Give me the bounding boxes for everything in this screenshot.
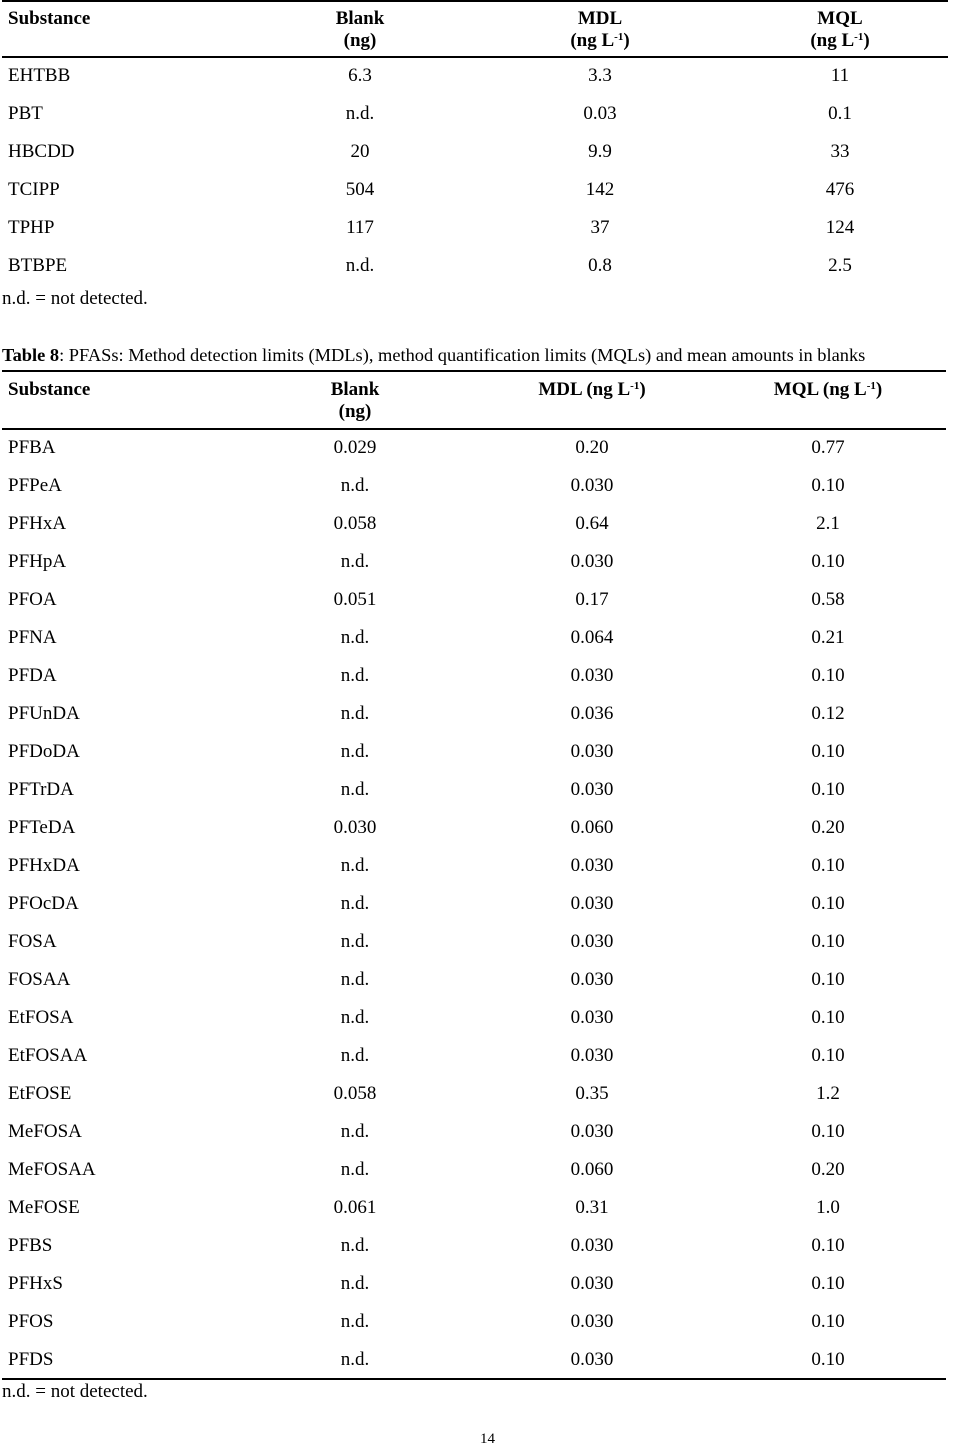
table7-header-blank: Blank (ng) [335, 8, 385, 51]
table-row [0, 505, 960, 543]
table-row [0, 923, 960, 961]
cell-blank: n.d. [340, 893, 370, 914]
cell-blank: n.d. [340, 1273, 370, 1294]
cell-substance: HBCDD [8, 141, 75, 162]
table-row [0, 1113, 960, 1151]
cell-blank: 20 [350, 141, 370, 162]
cell-mql: 1.0 [816, 1197, 840, 1218]
cell-mdl: 0.064 [570, 627, 614, 648]
table7-header-mdl: MDL (ng $L^{-1}$) [570, 8, 630, 51]
cell-blank: n.d. [345, 255, 375, 276]
cell-mdl: 0.030 [570, 779, 614, 800]
cell-substance: PFHxS [8, 1273, 63, 1294]
table-row [0, 657, 960, 695]
cell-substance: EtFOSE [8, 1083, 72, 1104]
cell-substance: PFOcDA [8, 893, 79, 914]
cell-mql: 476 [825, 179, 855, 200]
cell-mql: 33 [830, 141, 850, 162]
cell-mdl: 0.030 [570, 1349, 614, 1370]
table8-top-rule [2, 370, 946, 372]
cell-substance: MeFOSAA [8, 1159, 96, 1180]
cell-substance: PFTrDA [8, 779, 74, 800]
cell-substance: MeFOSA [8, 1121, 82, 1142]
table-row [0, 171, 960, 209]
cell-substance: EHTBB [8, 65, 71, 86]
cell-mql: 0.10 [811, 931, 845, 952]
cell-substance: PFNA [8, 627, 57, 648]
table7-header-mql: MQL (ng $L^{-1}$) [810, 8, 870, 51]
cell-mql: 0.10 [811, 855, 845, 876]
cell-mql: 0.10 [811, 1007, 845, 1028]
cell-mdl: 0.030 [570, 1235, 614, 1256]
cell-mql: 0.10 [811, 1273, 845, 1294]
cell-mql: 0.58 [811, 589, 845, 610]
cell-blank: n.d. [345, 103, 375, 124]
cell-mql: 0.10 [811, 1349, 845, 1370]
cell-blank: n.d. [340, 1121, 370, 1142]
cell-mql: 0.10 [811, 1121, 845, 1142]
cell-mdl: 0.030 [570, 855, 614, 876]
cell-mql: 0.10 [811, 1235, 845, 1256]
cell-mql: 0.10 [811, 551, 845, 572]
cell-blank: 0.029 [333, 437, 377, 458]
cell-blank: n.d. [340, 703, 370, 724]
cell-substance: PFBA [8, 437, 56, 458]
cell-substance: PFHxDA [8, 855, 80, 876]
table-row [0, 961, 960, 999]
cell-blank: 117 [346, 217, 374, 238]
cell-blank: n.d. [340, 1045, 370, 1066]
cell-blank: 6.3 [348, 65, 372, 86]
cell-substance: FOSAA [8, 969, 71, 990]
cell-mdl: 0.030 [570, 1121, 614, 1142]
table8-caption: Table 8: PFASs: Method detection limits (MDLs), method quantification limits (MQLs) and mean amounts in blanks [2, 345, 866, 365]
cell-blank: 0.051 [333, 589, 377, 610]
cell-mdl: 0.030 [570, 741, 614, 762]
table8-header-blank: Blank (ng) [330, 379, 380, 422]
cell-mdl: 0.35 [575, 1083, 609, 1104]
cell-substance: FOSA [8, 931, 57, 952]
cell-mql: 0.10 [811, 741, 845, 762]
cell-mdl: 0.03 [583, 103, 617, 124]
cell-blank: n.d. [340, 855, 370, 876]
table-row [0, 1227, 960, 1265]
cell-mdl: 0.17 [575, 589, 609, 610]
cell-mdl: 37 [590, 217, 610, 238]
cell-mql: 0.10 [811, 779, 845, 800]
cell-blank: n.d. [340, 779, 370, 800]
table-row [0, 809, 960, 847]
cell-blank: n.d. [340, 1311, 370, 1332]
cell-mdl: 0.030 [570, 551, 614, 572]
cell-substance: TPHP [8, 217, 55, 238]
cell-mql: 0.21 [811, 627, 845, 648]
cell-mdl: 0.060 [570, 1159, 614, 1180]
table-row [0, 543, 960, 581]
cell-mql: 0.10 [811, 893, 845, 914]
cell-substance: PFOA [8, 589, 57, 610]
table-row [0, 1265, 960, 1303]
cell-mql: 0.10 [811, 475, 845, 496]
cell-mdl: 0.036 [570, 703, 614, 724]
cell-mdl: 0.030 [570, 969, 614, 990]
cell-blank: n.d. [340, 1159, 370, 1180]
cell-mql: 0.10 [811, 969, 845, 990]
table-row [0, 619, 960, 657]
cell-mql: 124 [825, 217, 855, 238]
table-row [0, 581, 960, 619]
table8-header-substance: Substance [8, 379, 91, 400]
cell-mql: 0.10 [811, 1311, 845, 1332]
cell-blank: 0.030 [333, 817, 377, 838]
cell-blank: n.d. [340, 551, 370, 572]
table-row [0, 1151, 960, 1189]
cell-mql: 0.10 [811, 1045, 845, 1066]
cell-mdl: 0.20 [575, 437, 609, 458]
cell-mdl: 0.64 [575, 513, 609, 534]
cell-blank: n.d. [340, 1349, 370, 1370]
table7-footnote: n.d. = not detected. [2, 288, 148, 309]
cell-mql: 2.5 [828, 255, 852, 276]
cell-mdl: 0.030 [570, 1311, 614, 1332]
table-row [0, 1303, 960, 1341]
cell-mql: 2.1 [816, 513, 840, 534]
table-row [0, 1037, 960, 1075]
cell-mdl: 0.030 [570, 1273, 614, 1294]
cell-substance: TCIPP [8, 179, 60, 200]
cell-substance: PFBS [8, 1235, 53, 1256]
table-row [0, 1189, 960, 1227]
cell-mdl: 0.030 [570, 931, 614, 952]
table-row [0, 57, 960, 95]
cell-substance: EtFOSA [8, 1007, 74, 1028]
cell-substance: PFDS [8, 1349, 54, 1370]
cell-blank: n.d. [340, 741, 370, 762]
cell-blank: n.d. [340, 627, 370, 648]
table-row [0, 95, 960, 133]
table7-header-substance: Substance [8, 8, 91, 29]
cell-mql: 0.12 [811, 703, 845, 724]
cell-substance: PFHxA [8, 513, 67, 534]
cell-mdl: 0.030 [570, 1007, 614, 1028]
table-row [0, 847, 960, 885]
table-row [0, 467, 960, 505]
cell-mql: 0.10 [811, 665, 845, 686]
cell-blank: n.d. [340, 1007, 370, 1028]
cell-mdl: 9.9 [588, 141, 612, 162]
table7-top-rule [2, 0, 948, 2]
cell-mdl: 142 [585, 179, 615, 200]
cell-substance: PFTeDA [8, 817, 76, 838]
cell-substance: PFDoDA [8, 741, 80, 762]
cell-blank: n.d. [340, 931, 370, 952]
table8-footnote: n.d. = not detected. [2, 1381, 148, 1402]
cell-blank: 0.061 [333, 1197, 377, 1218]
cell-mql: 1.2 [816, 1083, 840, 1104]
cell-substance: PFDA [8, 665, 57, 686]
table8-header-mql: MQL (ng $L^{-1}$) [773, 379, 883, 400]
cell-mql: 0.77 [811, 437, 845, 458]
cell-substance: PFPeA [8, 475, 62, 496]
cell-mql: 0.1 [828, 103, 852, 124]
cell-blank: n.d. [340, 969, 370, 990]
cell-mdl: 0.8 [588, 255, 612, 276]
cell-substance: PFUnDA [8, 703, 80, 724]
table8-header-mdl: MDL (ng $L^{-1}$) [538, 379, 646, 400]
cell-mdl: 0.030 [570, 475, 614, 496]
cell-mdl: 0.030 [570, 665, 614, 686]
cell-blank: 0.058 [333, 1083, 377, 1104]
cell-blank: n.d. [340, 475, 370, 496]
cell-blank: 0.058 [333, 513, 377, 534]
cell-mdl: 3.3 [588, 65, 612, 86]
page-number: 14 [480, 1431, 495, 1447]
table-row [0, 1075, 960, 1113]
cell-substance: PBT [8, 103, 43, 124]
cell-mql: 0.20 [811, 1159, 845, 1180]
cell-blank: 504 [345, 179, 375, 200]
table-row [0, 209, 960, 247]
cell-substance: BTBPE [8, 255, 68, 276]
cell-blank: n.d. [340, 665, 370, 686]
cell-mdl: 0.030 [570, 1045, 614, 1066]
cell-substance: MeFOSE [8, 1197, 80, 1218]
cell-mql: 0.20 [811, 817, 845, 838]
cell-mdl: 0.030 [570, 893, 614, 914]
table-row [0, 429, 960, 467]
cell-mdl: 0.060 [570, 817, 614, 838]
table-row [0, 1341, 960, 1379]
table-row [0, 771, 960, 809]
cell-mql: 11 [830, 65, 850, 86]
cell-mdl: 0.31 [575, 1197, 609, 1218]
cell-substance: EtFOSAA [8, 1045, 88, 1066]
table-row [0, 733, 960, 771]
table-row [0, 247, 960, 285]
cell-blank: n.d. [340, 1235, 370, 1256]
table-row [0, 999, 960, 1037]
table-row [0, 133, 960, 171]
table-row [0, 885, 960, 923]
table-row [0, 695, 960, 733]
cell-substance: PFOS [8, 1311, 54, 1332]
table8-bottom-rule [2, 1378, 946, 1380]
cell-substance: PFHpA [8, 551, 67, 572]
